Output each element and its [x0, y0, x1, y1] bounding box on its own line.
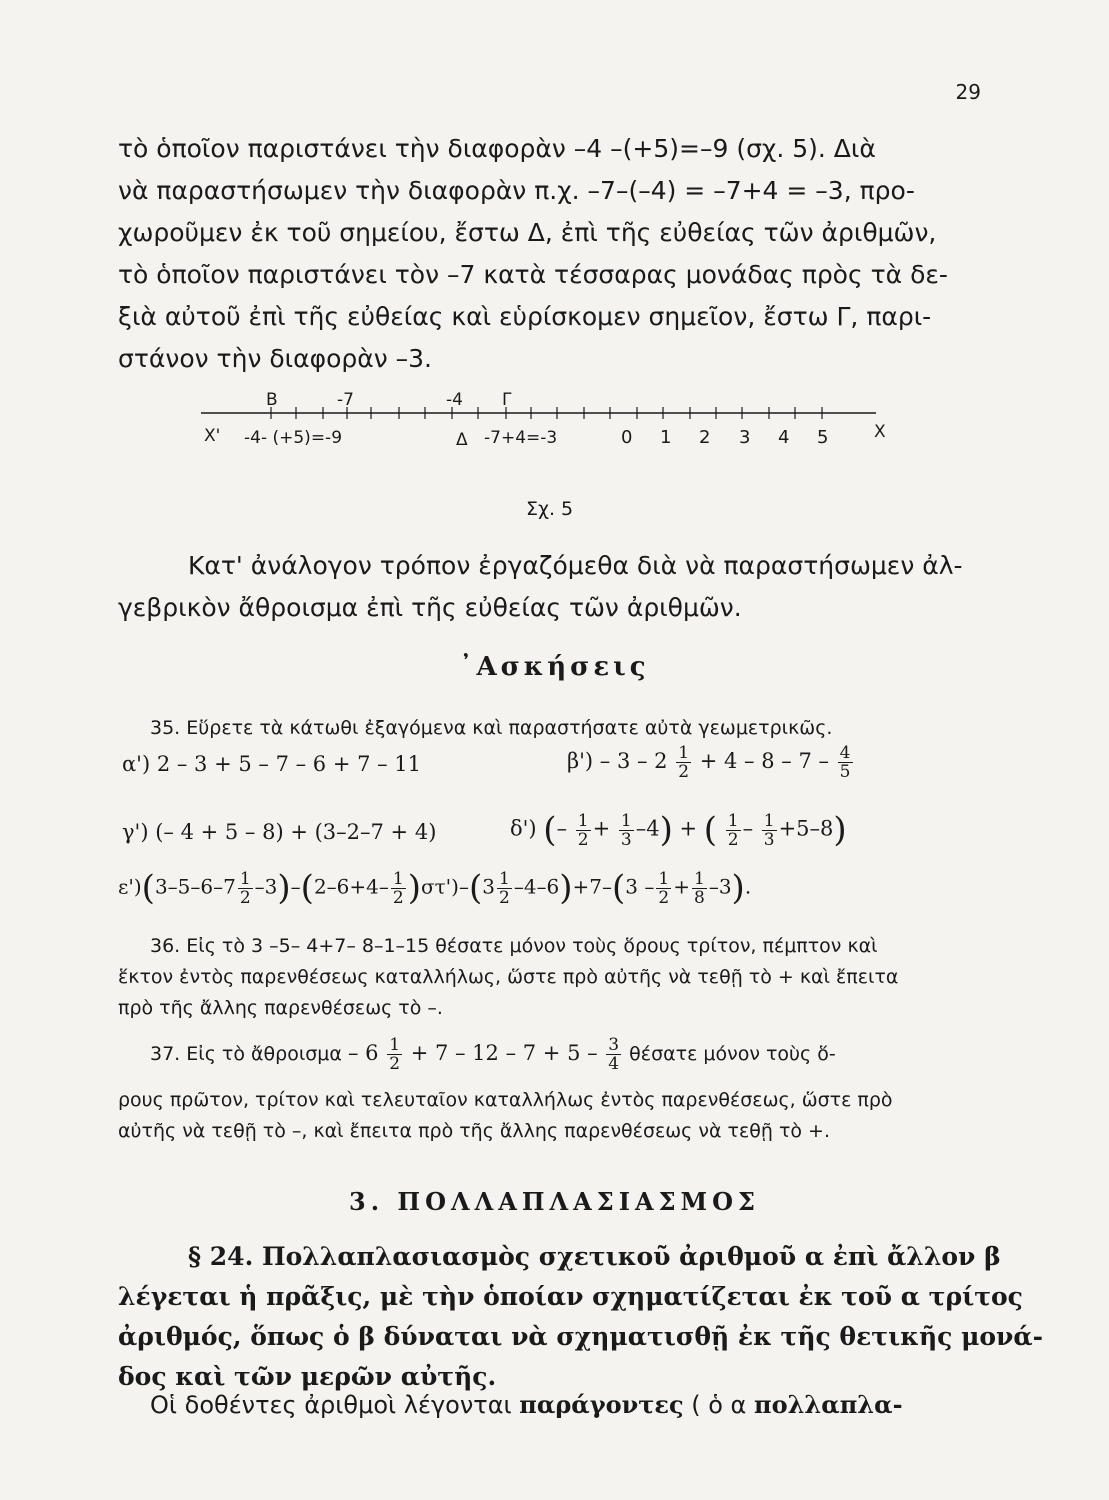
exercises-heading: ᾿Ασκήσεις	[459, 652, 650, 682]
point-label-b: Β	[266, 390, 278, 410]
section-title: 3. ΠΟΛΛΑΠΛΑΣΙΑΣΜΟΣ	[349, 1187, 760, 1216]
point-label-minus4: -4	[446, 390, 463, 410]
text-line: ἀριθμός, ὅπως ὁ β δύναται νὰ σχηματισθῇ ἐκ τῆς θετικῆς μονά-	[118, 1322, 1043, 1351]
text-line: Κατ' ἀνάλογον τρόπον ἐργαζόμεθα διὰ νὰ παραστήσωμεν ἀλ-	[188, 551, 963, 580]
last-line	[150, 1390, 903, 1419]
text-line: τὸ ὁποῖον παριστάνει τὴν διαφορὰν –4 –(+5)=–9 (σχ. 5). Διὰ	[118, 134, 876, 163]
exercise-b	[567, 744, 855, 781]
exercise-37-start	[150, 1033, 1010, 1074]
text-line: § 24. Πολλαπλασιασμὸς σχετικοῦ ἀριθμοῦ α ἐπὶ ἄλλον β	[188, 1242, 1001, 1271]
difference-expression-2: -7+4=-3	[484, 428, 558, 448]
fraction: $\frac{1}{2}$	[658, 868, 670, 908]
term-multiplicand: πολλαπλα-	[754, 1390, 903, 1419]
point-label-minus7: -7	[337, 390, 354, 410]
label: γ')	[122, 820, 149, 844]
term-factors: παράγοντες	[519, 1390, 684, 1419]
text-line: τὸ ὁποῖον παριστάνει τὸν –7 κατὰ τέσσαρας μονάδας πρὸς τὰ δε-	[118, 260, 948, 289]
number-line-figure	[196, 385, 896, 525]
exercise-d: δ') (– $\frac{1}{2}$ + $\frac{1}{3}$ –4) + ( $\frac{1}{2}$ – $\frac{1}{3}$ +5–8)	[510, 810, 847, 850]
fraction: $\frac{1}{2}$	[678, 743, 690, 782]
exercise-a	[122, 752, 421, 776]
label: δ')	[510, 816, 537, 841]
text-line: ξιὰ αὐτοῦ ἐπὶ τῆς εὐθείας καὶ εὑρίσκομεν σημεῖον, ἔστω Γ, παρι-	[118, 302, 932, 331]
text-line: πρὸ τῆς ἄλλης παρενθέσεως τὸ –.	[118, 997, 443, 1019]
expression: – 6 $\frac{1}{2}$ + 7 – 12 – 7 + 5 – $\frac{3}{4}$	[347, 1035, 620, 1074]
text-line: ρους πρῶτον, τρίτον καὶ τελευταῖον καταλλήλως ἐντὸς παρενθέσεως, ὥστε πρὸ	[118, 1089, 893, 1111]
expression: – 3 – 2	[599, 749, 668, 773]
fraction: $\frac{1}{8}$	[693, 868, 705, 908]
tick-label-5: 5	[817, 427, 829, 448]
tick-label-0: 0	[621, 427, 633, 448]
figure-caption: Σχ. 5	[526, 498, 574, 520]
tick-label-1: 1	[660, 427, 672, 448]
tick-label-4: 4	[778, 427, 790, 448]
fraction: $\frac{1}{3}$	[763, 810, 775, 850]
fraction: $\frac{1}{2}$	[499, 868, 510, 908]
tick-label-2: 2	[699, 427, 711, 448]
axis-label-xprime: X'	[204, 426, 221, 446]
fraction: $\frac{1}{2}$	[392, 868, 404, 908]
text-line: αὐτῆς νὰ τεθῇ τὸ –, καὶ ἔπειτα πρὸ τῆς ἄλλης παρενθέσεως νὰ τεθῇ τὸ +.	[118, 1120, 831, 1142]
axis-label-x: X	[874, 422, 886, 442]
exercise-e-f: ε')(3–5–6–7 $\frac{1}{2}$ –3)–(2–6+4– $\frac{1}{2}$ )στ')–(3 $\frac{1}{2}$ –4–6)+7–(3 – $\frac{1}{2}$ + $\frac{1}{8}$ –3).	[118, 868, 752, 908]
body-paragraph	[118, 545, 990, 629]
label: α')	[122, 752, 151, 776]
label: στ')	[420, 874, 459, 899]
text-line: γεβρικὸν ἄθροισμα ἐπὶ τῆς εὐθείας τῶν ἀριθμῶν.	[118, 593, 742, 622]
exercise-c	[122, 820, 436, 844]
point-label-gamma: Γ	[502, 390, 512, 410]
tick-label-3: 3	[739, 427, 751, 448]
expression: + 4 – 8 – 7 –	[699, 749, 829, 773]
text: ( ὁ α	[691, 1391, 747, 1419]
label: β')	[567, 749, 594, 773]
expression: 2 – 3 + 5 – 7 – 6 + 7 – 11	[156, 752, 422, 776]
text: Οἱ δοθέντες ἀριθμοὶ λέγονται	[150, 1391, 512, 1419]
text-line: δος καὶ τῶν μερῶν αὐτῆς.	[118, 1362, 497, 1391]
text-line: ἕκτον ἐντὸς παρενθέσεως καταλλήλως, ὥστε πρὸ αὐτῆς νὰ τεθῇ τὸ + καὶ ἔπειτα	[118, 966, 899, 988]
expression: (– 4 + 5 – 8) + (3–2–7 + 4)	[155, 820, 437, 844]
exercise-35: 35. Εὕρετε τὰ κάτωθι ἐξαγόμενα καὶ παραστήσατε αὐτὰ γεωμετρικῶς.	[150, 717, 833, 739]
text: θέσατε μόνον τοὺς ὅ-	[629, 1043, 836, 1065]
fraction: $\frac{1}{3}$	[620, 810, 632, 850]
exercise-36	[118, 931, 1010, 1024]
text: 37. Εἰς τὸ ἄθροισμα	[150, 1043, 342, 1065]
exercise-37-rest	[118, 1085, 978, 1147]
fraction: $\frac{3}{4}$	[608, 1035, 620, 1074]
fraction: $\frac{1}{2}$	[727, 810, 739, 850]
definition-paragraph	[118, 1237, 1043, 1397]
text-line: νὰ παραστήσωμεν τὴν διαφορὰν π.χ. –7–(–4) = –7+4 = –3, προ-	[118, 176, 915, 205]
text-line: 36. Εἰς τὸ 3 –5– 4+7– 8–1–15 θέσατε μόνον τοὺς ὅρους τρίτον, πέμπτον καὶ	[150, 935, 878, 957]
label: ε')	[118, 874, 142, 899]
text-line: χωροῦμεν ἐκ τοῦ σημείου, ἔστω Δ, ἐπὶ τῆς εὐθείας τῶν ἀριθμῶν,	[118, 218, 937, 247]
fraction: $\frac{1}{2}$	[239, 868, 251, 908]
fraction: $\frac{1}{2}$	[577, 810, 589, 850]
intro-paragraph	[118, 128, 990, 380]
text-line: λέγεται ἡ πρᾶξις, μὲ τὴν ὁποίαν σχηματίζεται ἐκ τοῦ α τρίτος	[118, 1282, 1023, 1311]
fraction: $\frac{4}{5}$	[839, 743, 851, 782]
difference-expression-1: -4- (+5)=-9	[244, 428, 343, 448]
page-number: 29	[955, 80, 981, 104]
point-label-delta: Δ	[456, 430, 468, 450]
text-line: στάνον τὴν διαφορὰν –3.	[118, 344, 432, 373]
fraction: $\frac{1}{2}$	[389, 1035, 401, 1074]
